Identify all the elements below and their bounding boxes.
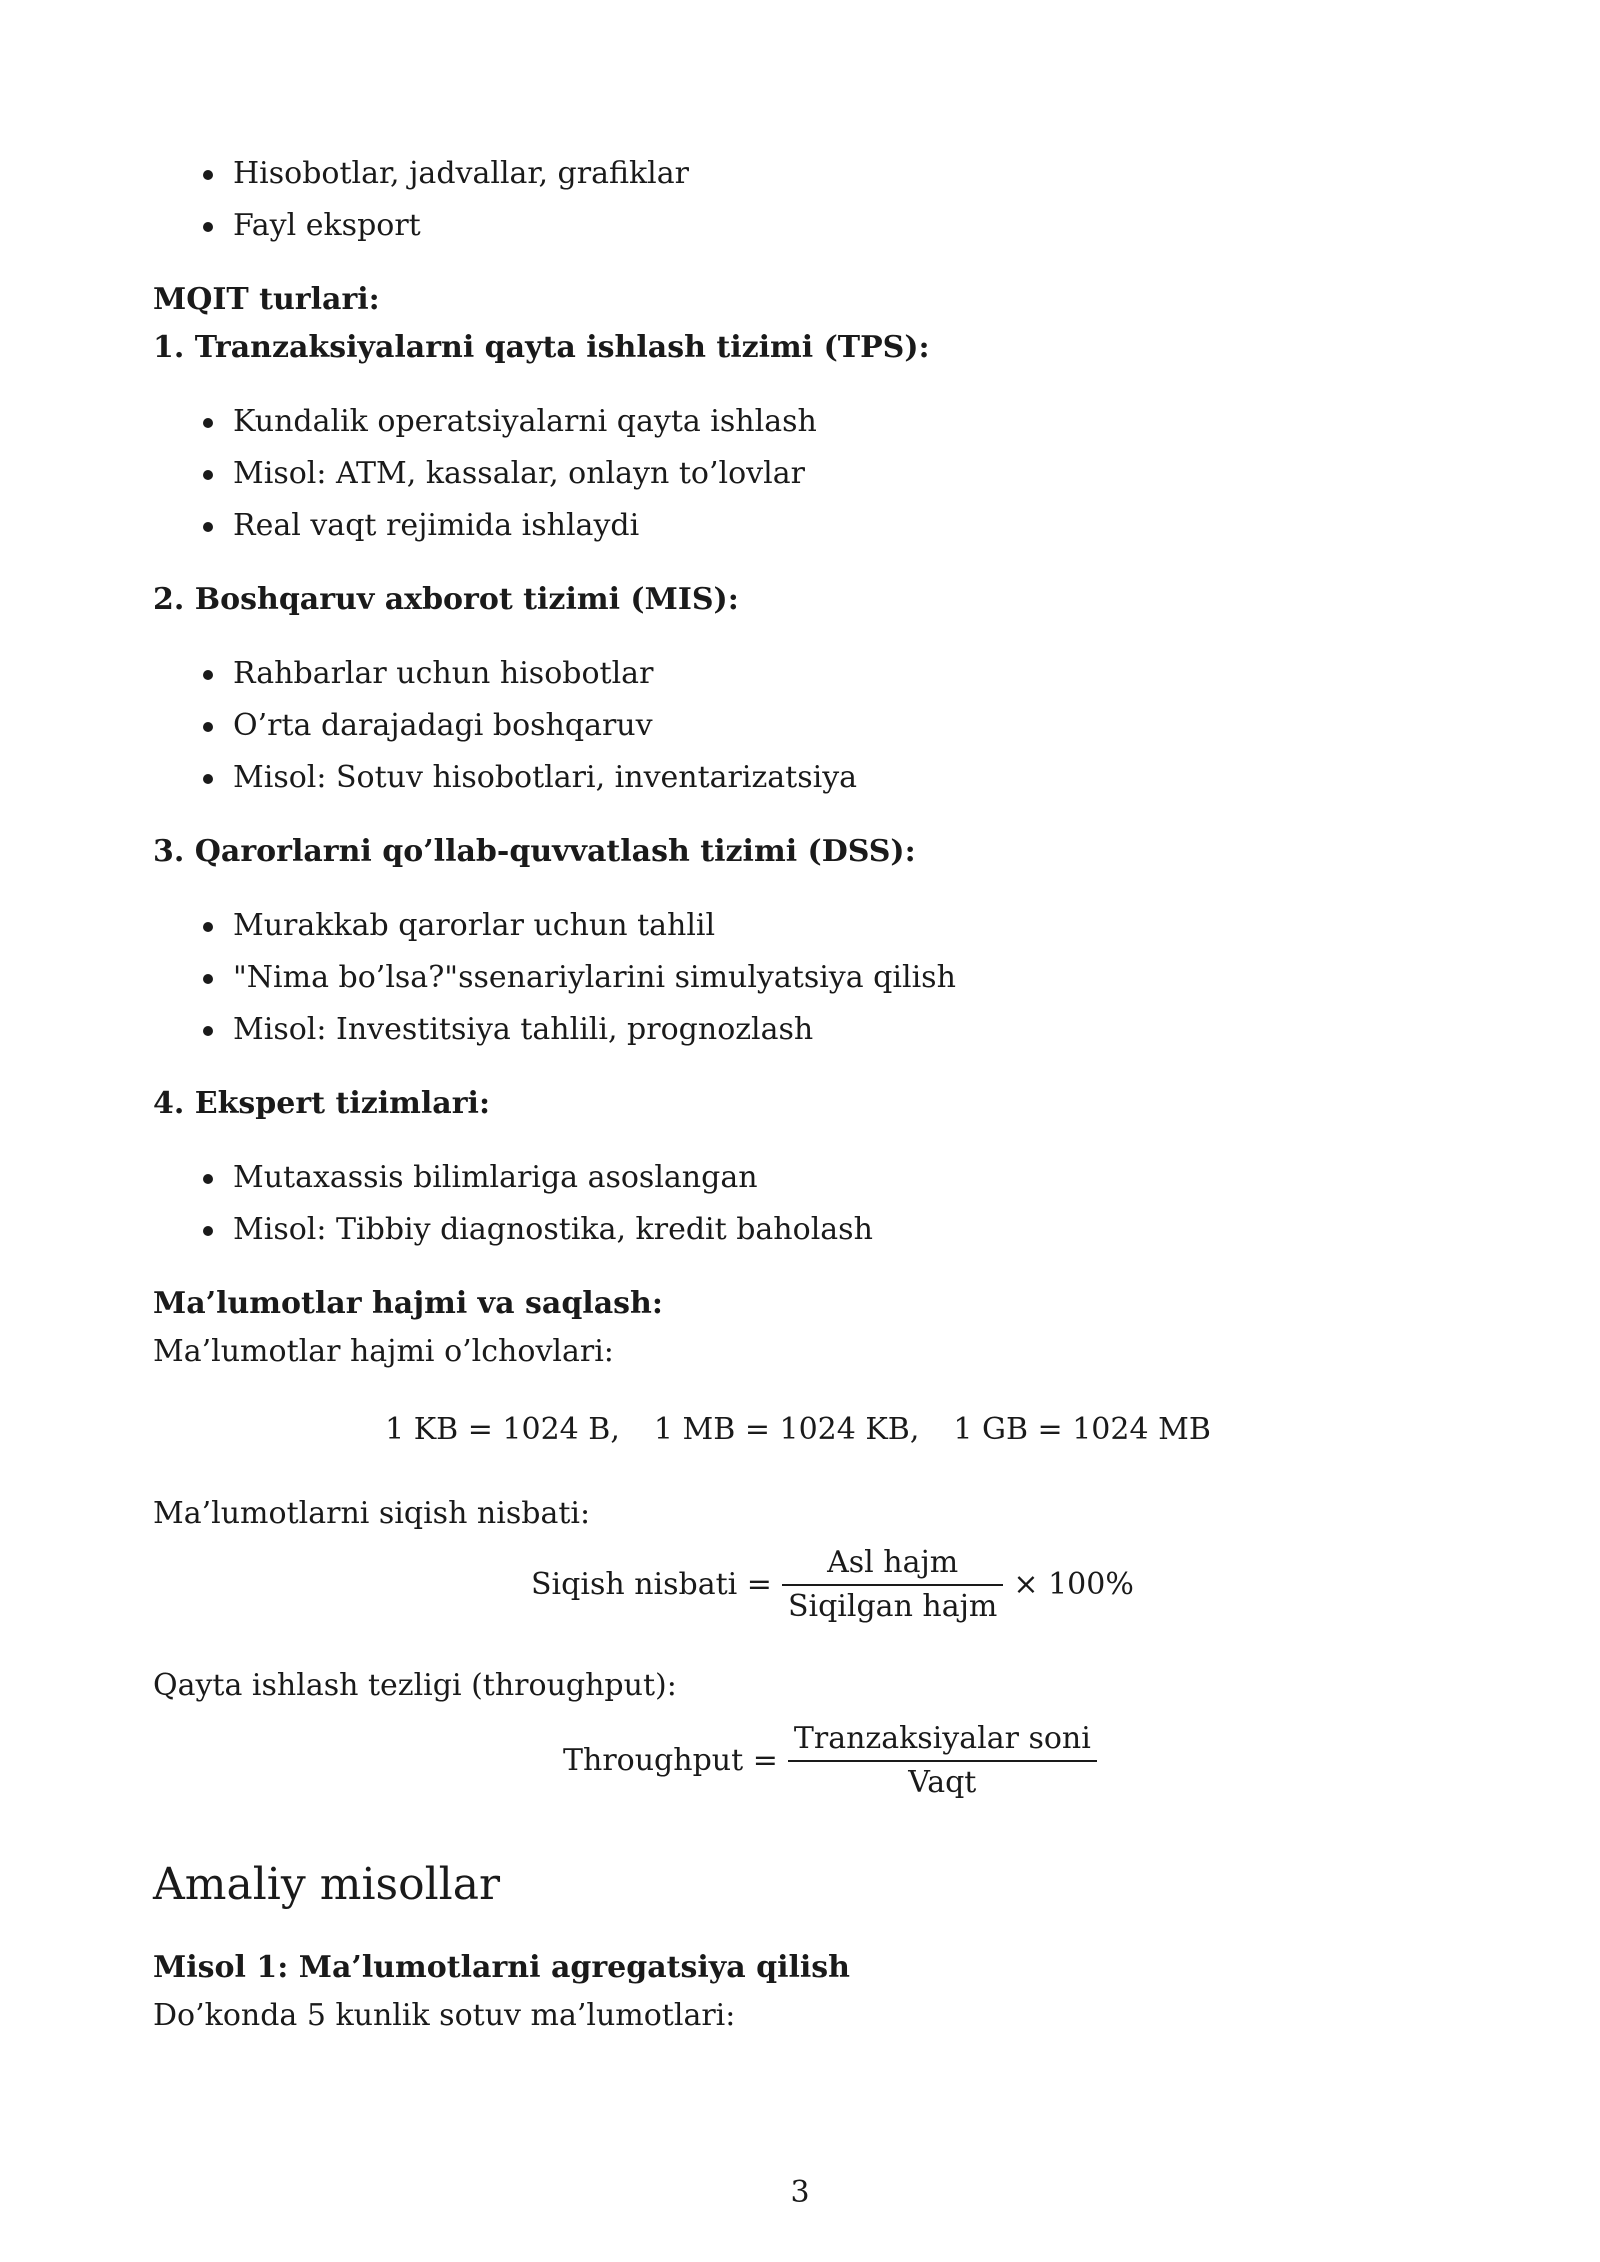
bullet-icon	[203, 722, 213, 732]
list-item-text: O’rta darajadagi boshqaruv	[233, 708, 653, 743]
throughput-formula-block	[153, 1710, 1443, 1810]
bullet-icon	[203, 974, 213, 984]
compression-formula	[531, 1542, 1134, 1628]
type-2-list	[153, 648, 1453, 804]
list-item-text: Misol: ATM, kassalar, onlayn to’lovlar	[233, 456, 805, 491]
throughput-fraction	[788, 1718, 1097, 1804]
bullet-icon	[203, 222, 213, 232]
unit-kb: 1 KB = 1024 B,	[385, 1412, 620, 1447]
list-item-text: Fayl eksport	[233, 208, 421, 243]
bullet-icon	[203, 774, 213, 784]
type-4-list	[153, 1152, 1453, 1256]
bullet-icon	[203, 1174, 213, 1184]
compression-numerator: Asl hajm	[827, 1545, 959, 1580]
example-heading: Misol 1: Ma’lumotlarni agregatsiya qilish	[153, 1950, 850, 1985]
list-item	[233, 448, 1453, 500]
compression-denominator: Siqilgan hajm	[787, 1589, 998, 1624]
list-item	[233, 1004, 1453, 1056]
unit-gb: 1 GB = 1024 MB	[953, 1412, 1211, 1447]
list-item	[233, 900, 1453, 952]
compression-lhs: Siqish nisbati =	[531, 1567, 772, 1602]
compression-formula-block	[153, 1538, 1443, 1638]
list-item-text: "Nima bo’lsa?"ssenariylarini simulyatsiya qilish	[233, 960, 956, 995]
list-item-text: Murakkab qarorlar uchun tahlil	[233, 908, 716, 943]
bullet-icon	[203, 470, 213, 480]
example-text: Do’konda 5 kunlik sotuv ma’lumotlari:	[153, 1998, 736, 2033]
bullet-icon	[203, 522, 213, 532]
compression-intro: Ma’lumotlarni siqish nisbati:	[153, 1496, 591, 1531]
units-equation	[153, 1400, 1443, 1460]
type-4-title: 4. Ekspert tizimlari:	[153, 1086, 491, 1121]
list-item	[233, 952, 1453, 1004]
bullet-icon	[203, 170, 213, 180]
list-item	[233, 500, 1453, 552]
list-item-text: Rahbarlar uchun hisobotlar	[233, 656, 654, 691]
list-item-text: Misol: Investitsiya tahlili, prognozlash	[233, 1012, 814, 1047]
units-intro: Ma’lumotlar hajmi o’lchovlari:	[153, 1334, 614, 1369]
mqit-heading: MQIT turlari:	[153, 282, 380, 317]
list-item	[233, 1204, 1453, 1256]
throughput-formula	[563, 1718, 1107, 1804]
list-item	[233, 700, 1453, 752]
type-2-title: 2. Boshqaruv axborot tizimi (MIS):	[153, 582, 739, 617]
list-item-text: Misol: Sotuv hisobotlari, inventarizatsiya	[233, 760, 858, 795]
list-item	[233, 752, 1453, 804]
type-1-list	[153, 396, 1453, 552]
list-item	[233, 148, 1453, 200]
section-title: Amaliy misollar	[153, 1859, 500, 1910]
throughput-numerator: Tranzaksiyalar soni	[793, 1721, 1091, 1756]
list-item	[233, 648, 1453, 700]
throughput-lhs: Throughput =	[563, 1743, 778, 1778]
bullet-icon	[203, 1226, 213, 1236]
list-item	[233, 200, 1453, 252]
type-3-list	[153, 900, 1453, 1056]
bullet-icon	[203, 922, 213, 932]
throughput-denominator: Vaqt	[908, 1765, 977, 1800]
type-1-title: 1. Tranzaksiyalarni qayta ishlash tizimi (TPS):	[153, 330, 930, 365]
unit-mb: 1 MB = 1024 KB,	[653, 1412, 920, 1447]
page-number: 3	[790, 2175, 810, 2210]
bullet-icon	[203, 418, 213, 428]
list-item-text: Misol: Tibbiy diagnostika, kredit baholash	[233, 1212, 873, 1247]
throughput-intro: Qayta ishlash tezligi (throughput):	[153, 1668, 677, 1703]
list-item-text: Kundalik operatsiyalarni qayta ishlash	[233, 404, 817, 439]
bullet-icon	[203, 670, 213, 680]
list-item-text: Hisobotlar, jadvallar, grafiklar	[233, 156, 689, 191]
list-item-text: Real vaqt rejimida ishlaydi	[233, 508, 640, 543]
bullet-icon	[203, 1026, 213, 1036]
compression-fraction	[782, 1542, 1003, 1628]
storage-heading: Ma’lumotlar hajmi va saqlash:	[153, 1286, 663, 1321]
list-item	[233, 396, 1453, 448]
intro-bullet-list	[153, 148, 1453, 252]
list-item	[233, 1152, 1453, 1204]
compression-rhs: × 100%	[1013, 1567, 1134, 1602]
type-3-title: 3. Qarorlarni qo’llab-quvvatlash tizimi (DSS):	[153, 834, 916, 869]
list-item-text: Mutaxassis bilimlariga asoslangan	[233, 1160, 758, 1195]
page-content	[153, 150, 1453, 2040]
